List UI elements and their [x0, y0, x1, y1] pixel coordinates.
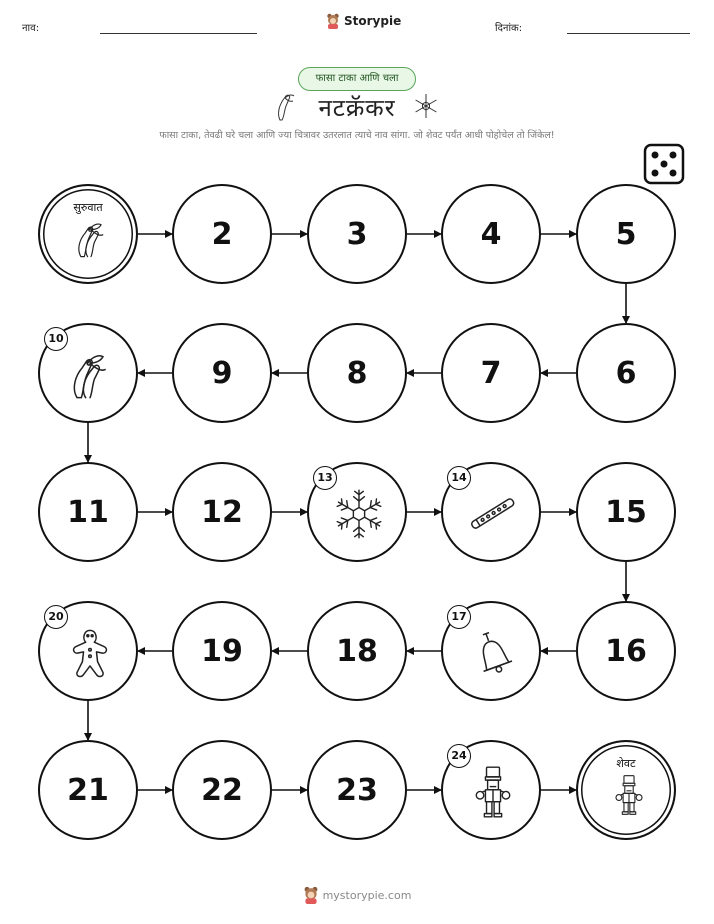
finish-space[interactable]	[576, 740, 676, 840]
board-space-2[interactable]	[172, 184, 272, 284]
ballet-shoes-icon	[70, 218, 112, 264]
board-space-21[interactable]	[38, 740, 138, 840]
board-space-4[interactable]	[441, 184, 541, 284]
board-space-7[interactable]	[441, 323, 541, 423]
board-space-19[interactable]	[172, 601, 272, 701]
finish-label: शेवट	[616, 757, 636, 770]
footer	[0, 886, 714, 904]
board-space-16[interactable]	[576, 601, 676, 701]
board-space-8[interactable]	[307, 323, 407, 423]
board-space-13[interactable]	[307, 462, 407, 562]
name-label: नाव:	[22, 23, 40, 34]
board-space-6[interactable]	[576, 323, 676, 423]
space-number-badge: 24	[447, 744, 471, 768]
space-number: 19	[201, 633, 243, 669]
board-space-3[interactable]	[307, 184, 407, 284]
space-number: 16	[605, 633, 647, 669]
space-number: 18	[336, 633, 378, 669]
board-space-11[interactable]	[38, 462, 138, 562]
space-number: 15	[605, 494, 647, 530]
space-number: 3	[346, 216, 368, 252]
page-title: नटक्रॅकर	[318, 94, 396, 122]
flute-icon	[466, 487, 520, 545]
space-number: 2	[211, 216, 233, 252]
space-number-badge: 20	[44, 605, 68, 629]
space-number: 4	[480, 216, 502, 252]
space-number: 5	[615, 216, 637, 252]
board-space-14[interactable]	[441, 462, 541, 562]
instructions: फासा टाका, तेवढी घरे चला आणि ज्या चित्रावर उतरलात त्याचे नाव सांगा. जो शेवट पर्यंत आधी पोहोचेल तो जिंकेल!	[159, 130, 555, 141]
space-number: 7	[480, 355, 502, 391]
space-number-badge: 13	[313, 466, 337, 490]
nutcracker-soldier-icon	[608, 774, 650, 820]
space-number: 22	[201, 772, 243, 808]
date-label: दिनांक:	[495, 23, 523, 34]
space-number-badge: 17	[447, 605, 471, 629]
space-number: 12	[201, 494, 243, 530]
board-space-10[interactable]	[38, 323, 138, 423]
board-space-5[interactable]	[576, 184, 676, 284]
board-space-22[interactable]	[172, 740, 272, 840]
start-label: सुरुवात	[73, 201, 103, 214]
board-space-9[interactable]	[172, 323, 272, 423]
snowflake-icon	[332, 487, 386, 545]
board-space-24[interactable]	[441, 740, 541, 840]
space-number: 6	[615, 355, 637, 391]
board-space-18[interactable]	[307, 601, 407, 701]
space-number: 11	[67, 494, 109, 530]
space-number-badge: 14	[447, 466, 471, 490]
space-number: 8	[346, 355, 368, 391]
storypie-mascot-icon	[303, 886, 319, 904]
start-space[interactable]	[38, 184, 138, 284]
space-number: 21	[67, 772, 109, 808]
board-space-17[interactable]	[441, 601, 541, 701]
footer-site[interactable]: mystorypie.com	[322, 888, 412, 902]
bell-icon	[466, 626, 520, 684]
nutcracker-soldier-icon	[466, 765, 520, 823]
brand-name: Storypie	[344, 14, 402, 28]
board-space-12[interactable]	[172, 462, 272, 562]
gingerbread-man-icon	[63, 626, 117, 684]
space-number-badge: 10	[44, 327, 68, 351]
board-space-23[interactable]	[307, 740, 407, 840]
ballet-shoes-icon	[63, 348, 117, 406]
board-space-15[interactable]	[576, 462, 676, 562]
board-space-20[interactable]	[38, 601, 138, 701]
game-type-tag: फासा टाका आणि चला	[298, 67, 416, 91]
space-number: 9	[211, 355, 233, 391]
space-number: 23	[336, 772, 378, 808]
